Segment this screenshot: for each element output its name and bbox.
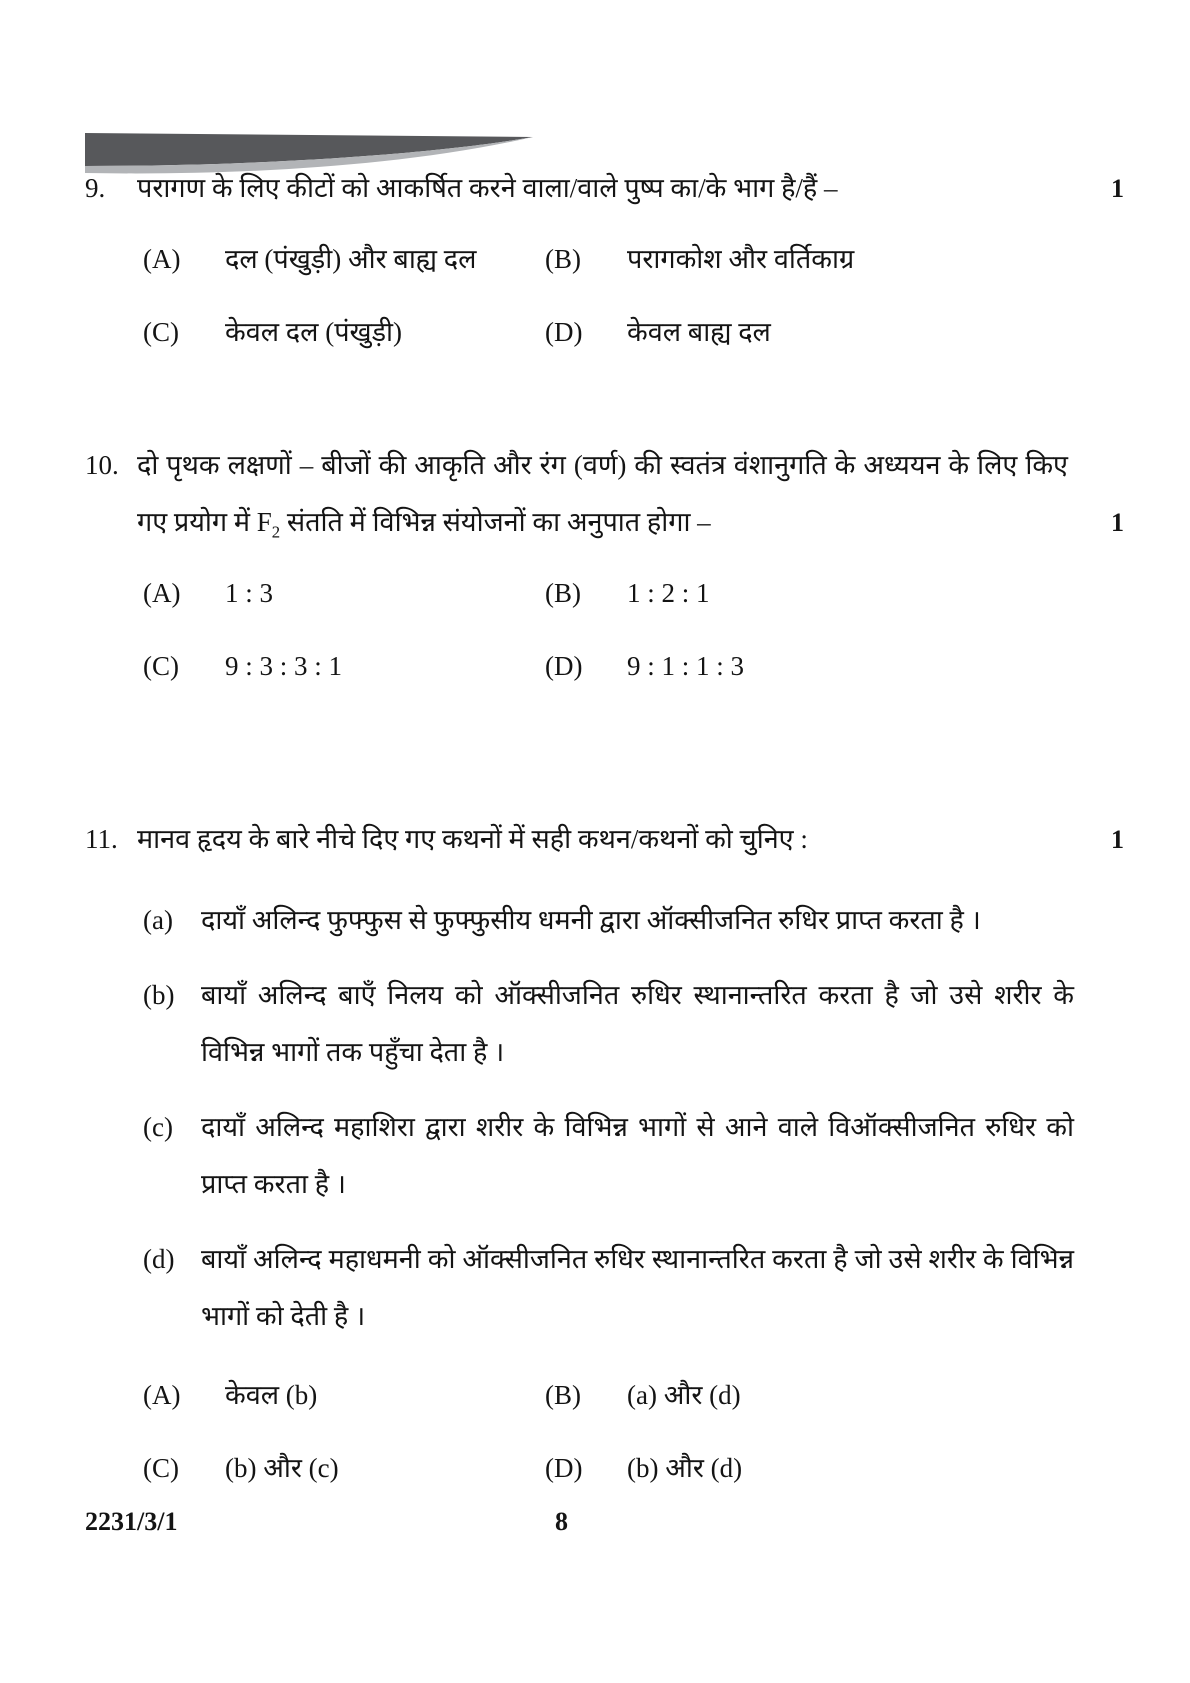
question-11 [85,811,1130,1497]
option-a [143,1367,545,1424]
option-a [143,231,545,288]
question-10 [85,437,1130,695]
option-text: 9 : 1 : 1 : 3 [627,651,745,681]
option-c [143,1440,545,1497]
option-label: (D) [545,317,583,347]
option-label: (D) [545,651,583,681]
option-c [143,304,545,361]
question-number: 10. [85,450,119,480]
option-a [143,565,545,622]
option-d [545,638,1130,695]
options-grid [137,1367,1130,1497]
question-text: परागण के लिए कीटों को आकर्षित करने वाला/वाले पुष्प का/के भाग है/हैं – [137,173,838,203]
option-label: (D) [545,1453,583,1483]
statement-text: बायाँ अलिन्द बाएँ निलय को ऑक्सीजनित रुधिर स्थानान्तरित करता है जो उसे शरीर के विभिन्न भागों तक पहुँचा देता है । [201,980,1074,1067]
statement-d [137,1231,1130,1345]
question-9 [85,160,1130,361]
option-text: केवल दल (पंखुड़ी) [225,317,403,347]
option-text: परागकोश और वर्तिकाग्र [627,244,855,274]
marks-value: 1 [1111,508,1124,537]
question-10-head [85,437,1130,551]
question-text: दो पृथक लक्षणों – बीजों की आकृति और रंग (वर्ण) की स्वतंत्र वंशानुगति के अध्ययन के लिए किए गए प्रयोग में $F_2$ संतति में विभिन्न संयोजनों का अनुपात होगा – [137,450,1068,542]
option-label: (B) [545,578,581,608]
statement-label: (b) [143,980,175,1010]
option-text: 1 : 2 : 1 [627,578,710,608]
option-text: 1 : 3 [225,578,274,608]
option-d [545,304,1130,361]
statement-label: (a) [143,905,173,935]
statement-label: (d) [143,1244,175,1274]
option-text: 9 : 3 : 3 : 1 [225,651,343,681]
statement-c [137,1099,1130,1213]
option-label: (B) [545,1380,581,1410]
statement-label: (c) [143,1112,173,1142]
question-number: 9. [85,173,106,203]
option-b [545,565,1130,622]
option-text: केवल (b) [225,1380,318,1410]
statement-text: बायाँ अलिन्द महाधमनी को ऑक्सीजनित रुधिर स्थानान्तरित करता है जो उसे शरीर के विभिन्न भागों को देती है । [201,1244,1074,1331]
statement-b [137,967,1130,1081]
option-text: (a) और (d) [627,1380,741,1410]
options-grid [137,565,1130,695]
options-grid [137,231,1130,361]
marks-value: 1 [1111,174,1124,203]
option-c [143,638,545,695]
option-label: (A) [143,1380,181,1410]
f2-subscript: 2 [271,522,281,542]
option-text: (b) और (d) [627,1453,743,1483]
option-label: (A) [143,244,181,274]
option-label: (C) [143,651,179,681]
option-text: (b) और (c) [225,1453,339,1483]
paper-code: 2231/3/1 [85,1507,178,1536]
option-text: केवल बाह्य दल [627,317,771,347]
statement-text: दायाँ अलिन्द फुफ्फुस से फुफ्फुसीय धमनी द्वारा ऑक्सीजनित रुधिर प्राप्त करता है । [201,905,981,935]
question-text: मानव हृदय के बारे नीचे दिए गए कथनों में सही कथन/कथनों को चुनिए : [137,824,808,854]
statement-text: दायाँ अलिन्द महाशिरा द्वारा शरीर के विभिन्न भागों से आने वाले विऑक्सीजनित रुधिर को प्राप्त करता है । [201,1112,1074,1199]
option-d [545,1440,1130,1497]
option-text: दल (पंखुड़ी) और बाह्य दल [225,244,477,274]
question-9-head [85,160,1130,217]
marks-value: 1 [1111,825,1124,854]
statements-list [137,892,1130,1345]
page-number: 8 [555,1507,568,1536]
question-number: 11. [85,824,118,854]
page-footer [85,1502,1130,1542]
question-11-head [85,811,1130,868]
option-label: (C) [143,317,179,347]
option-label: (A) [143,578,181,608]
option-label: (C) [143,1453,179,1483]
page-content [85,160,1130,1497]
statement-a [137,892,1130,949]
option-b [545,231,1130,288]
option-b [545,1367,1130,1424]
option-label: (B) [545,244,581,274]
